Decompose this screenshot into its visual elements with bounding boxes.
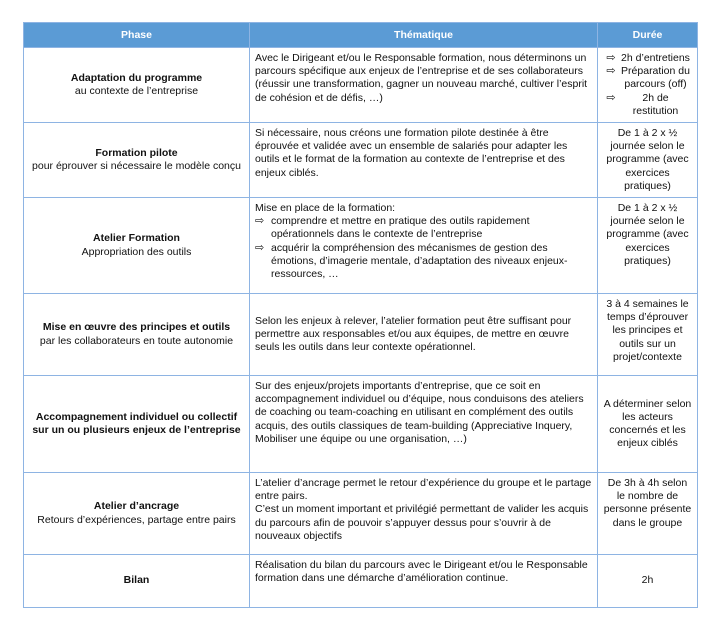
thematique-paragraph: C’est un moment important et privilégié permettant de valider les acquis du parcours afin de pouvoir s’appuyer dessus pour s’ouvrir à de nouveaux objectifs: [255, 503, 589, 542]
phase-subtitle: au contexte de l’entreprise: [74, 85, 199, 97]
phase-cell: [24, 294, 250, 376]
phase-title: Formation pilote: [95, 146, 178, 159]
table-row: [24, 473, 698, 555]
thematique-cell: Si nécessaire, nous créons une formation pilote destinée à être éprouvée et validée avec un ensemble de salariés pour adapter les outils et le format de la formation au contexte de l’entreprise et des enjeux ciblés.: [250, 123, 598, 198]
duree-item: 2h de restitution: [632, 91, 679, 117]
program-table: [23, 22, 698, 608]
phase-cell: [24, 198, 250, 294]
program-table-container: [23, 22, 697, 608]
thematique-cell: Selon les enjeux à relever, l’atelier formation peut être suffisant pour permettre aux responsables et/ou aux équipes, de mettre en œuvre seuls les outils dans leur contexte opérationnel.: [250, 294, 598, 376]
phase-subtitle: Retours d’expériences, partage entre pairs: [37, 513, 236, 526]
header-duree: Durée: [598, 23, 698, 48]
duree-cell: A déterminer selon les acteurs concernés et les enjeux ciblés: [598, 376, 698, 473]
thematique-paragraph: L’atelier d’ancrage permet le retour d’expérience du groupe et le partage entre pairs.: [255, 477, 592, 503]
table-row: [24, 48, 698, 123]
phase-subtitle: Appropriation des outils: [81, 245, 192, 258]
duree-cell: 2h: [598, 555, 698, 608]
table-row: [24, 123, 698, 198]
header-row: [24, 23, 698, 48]
thematique-cell: [250, 198, 598, 294]
phase-title: Atelier d’ancrage: [93, 500, 180, 513]
thematique-intro: Mise en place de la formation:: [255, 202, 396, 215]
thematique-cell: Réalisation du bilan du parcours avec le Dirigeant et/ou le Responsable formation dans une démarche d’amélioration continue.: [250, 555, 598, 608]
thematique-cell: Sur des enjeux/projets importants d’entreprise, que ce soit en accompagnement individuel ou d’équipe, nous conduisons des ateliers de coaching ou team-coaching en utilisant en complément des outils acquis, des outils classiques de team-building (Appreciative Inquery, Mobiliser une équipe ou une organisation, …): [250, 376, 598, 473]
thematique-item: comprendre et mettre en pratique des outils rapidement opérationnels dans le contexte de l’entreprise: [271, 215, 530, 241]
duree-cell: De 1 à 2 x ½ journée selon le programme (avec exercices pratiques): [598, 198, 698, 294]
phase-cell: [24, 473, 250, 555]
phase-subtitle: pour éprouver si nécessaire le modèle conçu: [32, 160, 241, 173]
phase-cell: [24, 123, 250, 198]
duree-cell: 3 à 4 semaines le temps d’éprouver les principes et outils sur un projet/contexte: [598, 294, 698, 376]
header-thematique: Thématique: [250, 23, 598, 48]
table-row: [24, 376, 698, 473]
duree-cell: [598, 48, 698, 123]
phase-title: Bilan: [123, 574, 150, 587]
phase-subtitle: par les collaborateurs en toute autonomie: [39, 334, 234, 347]
phase-title: Atelier Formation: [93, 232, 180, 245]
phase-cell: [24, 555, 250, 608]
header-phase: Phase: [24, 23, 250, 48]
thematique-cell: Avec le Dirigeant et/ou le Responsable formation, nous déterminons un parcours spécifique aux enjeux de l’entreprise et de ses collaborateurs (réussir une transformation, gagner un nouveau marché, cultiver l’esprit de cohésion et de défis, …): [250, 48, 598, 123]
phase-cell: [24, 376, 250, 473]
arrow-icon: ⇨: [606, 91, 616, 104]
arrow-icon: ⇨: [255, 215, 265, 228]
table-row: [24, 198, 698, 294]
table-row: [24, 294, 698, 376]
duree-item: 2h d’entretiens: [621, 52, 690, 64]
duree-item: Préparation du parcours (off): [621, 65, 690, 91]
duree-cell: De 1 à 2 x ½ journée selon le programme (avec exercices pratiques): [598, 123, 698, 198]
phase-title: Accompagnement individuel ou collectif sur un ou plusieurs enjeux de l’entreprise: [32, 410, 241, 437]
phase-title: Mise en œuvre des principes et outils: [42, 321, 231, 334]
phase-cell: [24, 48, 250, 123]
arrow-icon: ⇨: [255, 241, 265, 254]
duree-cell: De 3h à 4h selon le nombre de personne présente dans le groupe: [598, 473, 698, 555]
arrow-icon: ⇨: [606, 65, 616, 78]
thematique-item: acquérir la compréhension des mécanismes de gestion des émotions, d’imagerie mentale, d’adaptation des niveaux enjeux-ressources, …: [271, 241, 568, 281]
table-row: [24, 555, 698, 608]
phase-title: Adaptation du programme: [70, 71, 203, 84]
thematique-cell: [250, 473, 598, 555]
arrow-icon: ⇨: [606, 52, 616, 64]
